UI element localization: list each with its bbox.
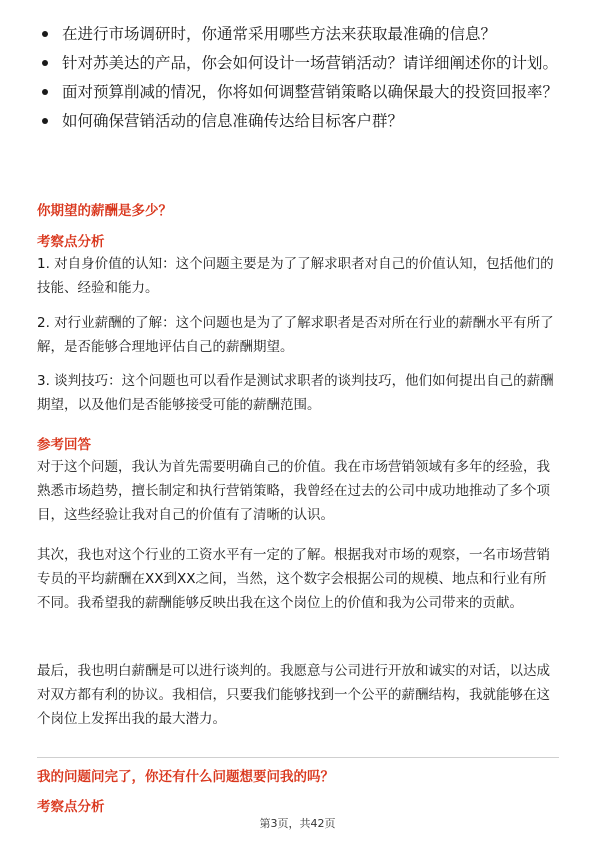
answer-paragraph: 对于这个问题，我认为首先需要明确自己的价值。我在市场营销领域有多年的经验，我熟悉市场趋势，擅长制定和执行营销策略，我曾经在过去的公司中成功地推动了多个项目，这些经验让我对自己的价值有了清晰的认识。 (37, 459, 550, 523)
bullet-text: 面对预算削减的情况，你将如何调整营销策略以确保最大的投资回报率？ (62, 83, 559, 101)
bullet-text: 如何确保营销活动的信息准确传达给目标客户群？ (62, 112, 404, 130)
question-title: 我的问题问完了，你还有什么问题想要问我的吗？ (37, 769, 334, 785)
analysis-point: 2. 对行业薪酬的了解：这个问题也是为了了解求职者是否对所在行业的薪酬水平有所了解，是否能够合理地评估自己的薪酬期望。 (37, 315, 554, 355)
bullet-dot-icon (42, 118, 48, 124)
bullet-item (38, 22, 558, 46)
bullet-text: 针对苏美达的产品，你会如何设计一场营销活动？请详细阐述你的计划。 (62, 54, 559, 72)
answer-paragraph: 最后，我也明白薪酬是可以进行谈判的。我愿意与公司进行开放和诚实的对话，以达成对双方都有利的协议。我相信，只要我们能够找到一个公平的薪酬结构，我就能够在这个岗位上发挥出我的最大潜力。 (37, 663, 550, 727)
page-number: 第3页，共42页 (259, 817, 336, 830)
answer-paragraph: 其次，我也对这个行业的工资水平有一定的了解。根据我对市场的观察，一名市场营销专员的平均薪酬在XX到XX之间，当然，这个数字会根据公司的规模、地点和行业有所不同。我希望我的薪酬能够反映出我在这个岗位上的价值和我为公司带来的贡献。 (37, 547, 550, 611)
analysis-point: 1. 对自身价值的认知：这个问题主要是为了了解求职者对自己的价值认知，包括他们的技能、经验和能力。 (37, 256, 554, 296)
question-bullet-list (38, 22, 558, 138)
analysis-point: 3. 谈判技巧：这个问题也可以看作是测试求职者的谈判技巧，他们如何提出自己的薪酬期望，以及他们是否能够接受可能的薪酬范围。 (37, 373, 554, 413)
bullet-dot-icon (42, 31, 48, 37)
analysis-heading: 考察点分析 (37, 234, 105, 250)
answer-heading: 参考回答 (37, 437, 91, 453)
section-divider (37, 757, 559, 758)
bullet-item (38, 80, 558, 104)
bullet-dot-icon (42, 60, 48, 66)
bullet-item (38, 51, 558, 75)
bullet-dot-icon (42, 89, 48, 95)
bullet-text: 在进行市场调研时，你通常采用哪些方法来获取最准确的信息？ (62, 25, 497, 43)
question-title: 你期望的薪酬是多少？ (37, 203, 172, 219)
analysis-heading: 考察点分析 (37, 799, 105, 815)
bullet-item (38, 109, 558, 133)
